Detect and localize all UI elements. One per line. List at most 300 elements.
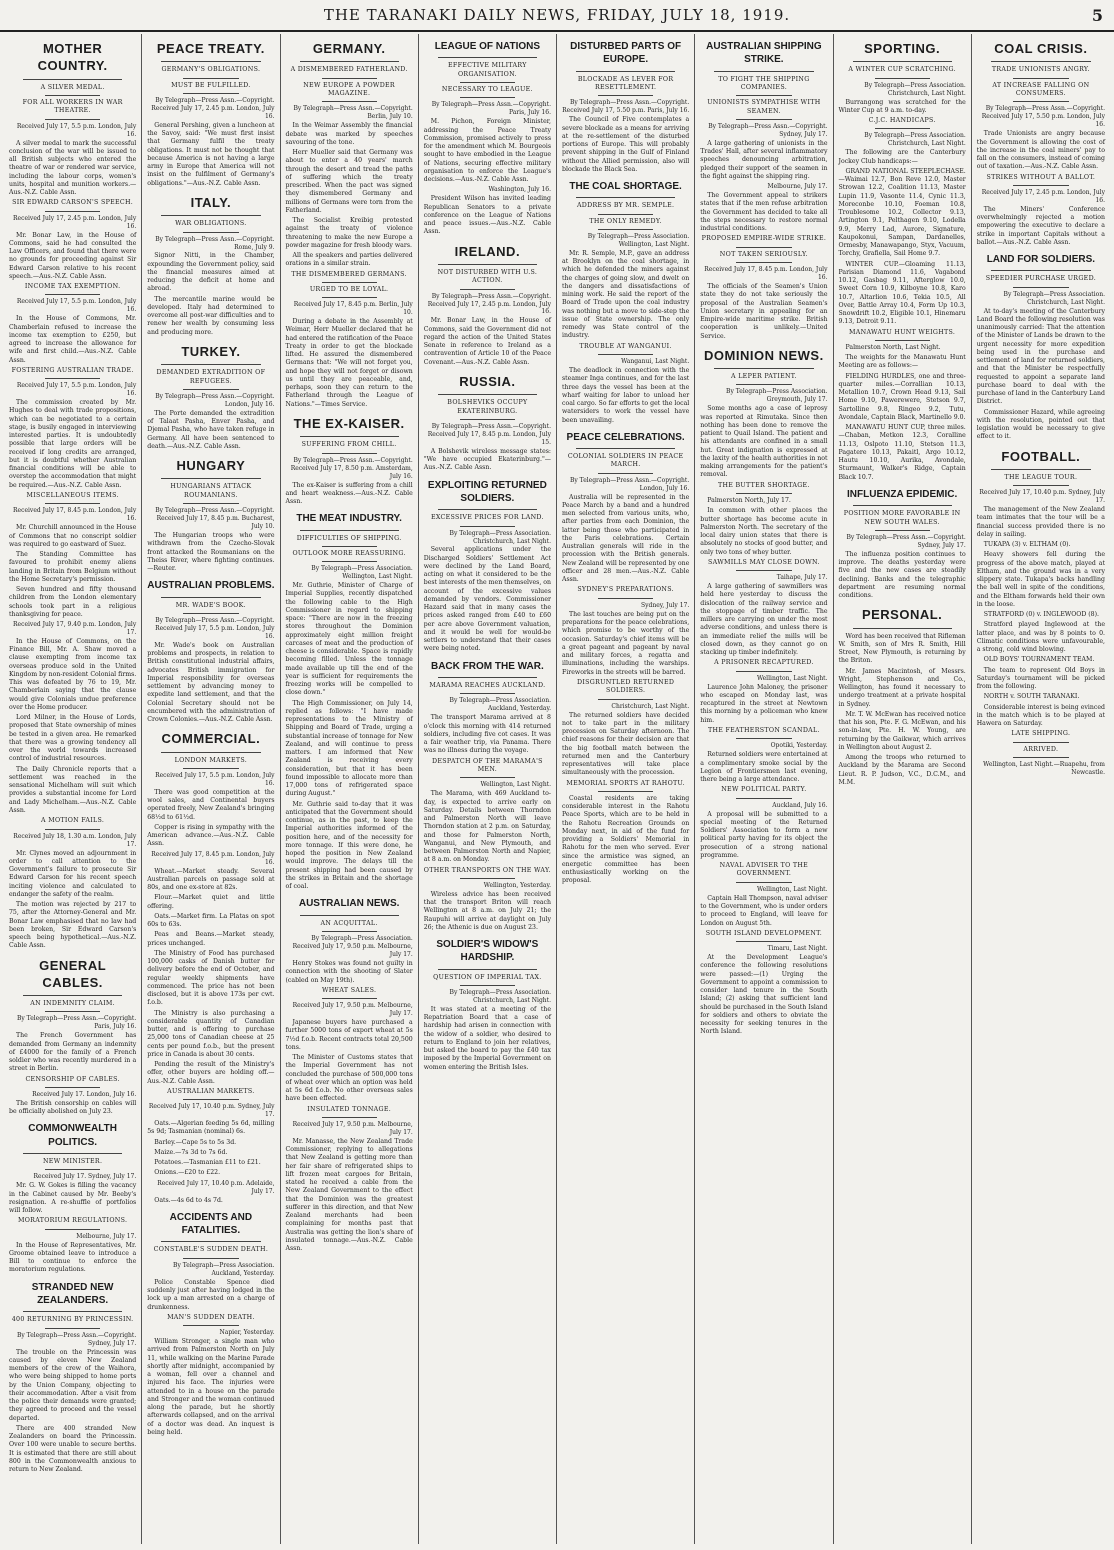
subheading-rule	[1013, 185, 1069, 186]
article-dateline: By Telegraph—Press Association. Christchurch, Last Night.	[1003, 290, 1105, 306]
article	[9, 40, 136, 197]
subheading-rule	[322, 101, 377, 102]
article-paragraph: The High Commissioner, on July 14, replied as follows: "I have made representations to the Ministry of Shipping and Board of Trade, urging a substantial increase of tonnage for New Zealand, and will continue to press matters. I am informed that New Zealand is receiving every consideration, but that it has been found impossible to allocate more than 17,000 tons of refrigerated space during August."	[285, 699, 413, 798]
article-paragraph: Several applications under the Discharged Soldiers' Settlement Act were declined by the Land Board, acting on what it considered to be the best interests of the men themselves, on account of the excessive values demanded by vendors. Commissioner Hazard said that in many cases the prices asked ranged from £40 to £60 per acre above Government valuation, and it would be well for would-be settlers to understand that their cases were being noted.	[423, 546, 551, 653]
article	[700, 559, 827, 658]
article-dateline: By Telegraph—Press Assn.—Copyright. London, July 16.	[569, 476, 690, 492]
article	[977, 174, 1105, 248]
article-dateline: By Telegraph—Press Assn.—Copyright. Received July 17, 5.5 p.m. London, July 16.	[155, 616, 275, 640]
news-column	[281, 34, 419, 1544]
subheading-rule	[1013, 485, 1069, 486]
article-paragraph: Signor Nitti, in the Chamber, expounding the Government policy, said the financial measures aimed at reducing the deficit at home and abroad.	[147, 252, 275, 293]
article-paragraph: Peas and Beans.—Market steady, prices unchanged.	[147, 931, 275, 947]
article-paragraph: During a debate in the Assembly at Weimar, Herr Mueller declared that he had entered the ratification of the Peace Treaty in order to get the blockade lifted. He assured the dismembered Germans that: "We will not forget you, and hope they will not forget or disown us until they are peaceable, and, perhaps, soon they can return to the Fatherland through the League of Nations."—Times Service.	[285, 318, 413, 408]
article-subheading: DESPATCH OF THE MARAMA'S MEN.	[432, 757, 543, 773]
article-paragraph: NORTH v. SOUTH TARANAKI.	[983, 693, 1080, 701]
article-dateline: Opotiki, Yesterday.	[770, 742, 828, 750]
article-paragraph: Mr. Churchill announced in the House of Commons that no conscript soldier was required to go eastward of Suez.	[9, 524, 137, 548]
article-subheading: NECESSARY TO LEAGUE.	[441, 86, 533, 94]
article	[700, 347, 827, 480]
headline-rule	[438, 394, 537, 395]
article-headline: SOLDIER'S WIDOW'S HARDSHIP.	[436, 939, 539, 964]
subheading-rule	[1013, 287, 1069, 288]
subheading-rule	[183, 389, 238, 390]
article-dateline: Received July 17, 5.5 p.m. London, July 16.	[16, 382, 137, 398]
article	[286, 40, 413, 269]
article-paragraph: Mr. T. W. McEwan has received notice that his son, Pte. F. G. McEwan, and his son-in-law, Pte. H. W. Young, are returning by the Gaikwar, which arrives in Wellington about August 2.	[838, 710, 966, 751]
article	[977, 253, 1105, 442]
article-paragraph: A large gathering of unionists in the Trades' Hall, after several inflammatory speeches denouncing arbitration, pledged their support of the seamen in the fight against the shipping ring.	[700, 139, 828, 180]
article-paragraph: In the House of Representatives, Mr. Groome obtained leave to introduce a Bill to continue to enforce the moratorium regulations.	[9, 1241, 137, 1274]
article-paragraph: The following are the Canterbury Jockey Club handicaps:—	[838, 149, 966, 165]
article-headline: MOTHER COUNTRY.	[37, 41, 108, 74]
headline-rule	[438, 509, 537, 510]
article-dateline: Received July 18, 1.30 a.m. London, July 17.	[13, 832, 137, 848]
subheading-rule	[736, 570, 791, 571]
subheading-rule	[322, 1117, 377, 1118]
article	[562, 431, 689, 585]
article	[147, 343, 274, 451]
subheading-rule	[322, 282, 377, 283]
article-dateline: Received July 17, 8.45 p.m. London, July 16.	[13, 507, 137, 523]
article-subheading: WAR OBLIGATIONS.	[175, 220, 247, 228]
article-subheading: QUESTION OF IMPERIAL TAX.	[433, 973, 542, 981]
article	[9, 1281, 136, 1475]
article-headline: COMMONWEALTH POLITICS.	[28, 1123, 117, 1148]
article-dateline: Received July 17, 2.45 p.m. London, July 16.	[13, 214, 137, 230]
subheading-rule	[322, 453, 377, 454]
article-paragraph: A silver medal to mark the successful conclusion of the war will be issued to all British subjects who entered the theatre of war or rendered war service, including the labour corps, women's units, hospital and munition workers.—Aus.-N.Z. Cable Assn.	[9, 139, 137, 197]
article-headline: COAL CRISIS.	[994, 41, 1088, 56]
subheading-rule	[183, 613, 238, 614]
subheading-rule	[1013, 742, 1069, 743]
article-dateline: Melbourne, July 17.	[76, 1232, 137, 1240]
article-subheading: STRIKES WITHOUT A BALLOT.	[986, 173, 1096, 181]
subheading-rule	[460, 97, 515, 98]
article-paragraph: Trade Unionists are angry because the Government is allowing the cost of the increase in the coal miners' pay to fall on the consumers, instead of coming out of taxation.—Aus.-N.Z. Cable Assn.	[976, 130, 1105, 171]
article-paragraph: Henry Stokes was found not guilty in connection with the shooting of Slater (cabled on May 19th).	[285, 960, 413, 984]
headline-rule	[991, 469, 1091, 470]
article-dateline: Received July 17, 5.5 p.m. London, July 16.	[155, 772, 275, 787]
article-paragraph: In the House of Commons, on the Finance Bill, Mr. A. Shaw moved a clause exempting from income tax overseas produce sold in the United Kingdom by non-resident Colonial firms. This was defeated by 76 to 19, Mr. Chamberlain saying that the clause would give Colonials undue preference over the Home producer.	[9, 637, 137, 711]
article-dateline: By Telegraph—Press Assn.—Copyright. Sydney, July 17.	[846, 534, 966, 549]
article	[286, 897, 413, 984]
subheading-rule	[460, 419, 515, 420]
article-paragraph: The Standing Committee has favoured to prohibit enemy aliens landing in Britain from Belgium without the Home Secretary's permission.	[9, 551, 137, 583]
headline-rule	[576, 197, 675, 198]
article	[147, 1088, 274, 1205]
article-dateline: By Telegraph—Press Assn.—Copyright. Berlin, July 10.	[293, 105, 413, 121]
article	[424, 373, 551, 473]
subheading-rule	[45, 503, 100, 504]
article-subheading: MISCELLANEOUS ITEMS.	[26, 491, 119, 499]
headline-rule	[23, 995, 122, 996]
subheading-rule	[736, 384, 791, 385]
article-paragraph: OLD BOYS' TOURNAMENT TEAM.	[983, 656, 1095, 664]
article-subheading: UNIONISTS SYMPATHISE WITH SEAMEN.	[707, 99, 821, 115]
subheading-rule	[183, 232, 238, 233]
article-paragraph: The Porte demanded the extradition of Talaat Pasha, Enver Pasha, and Djemal Pasha, who have taken refuge in Germany. All have been sentenced to death.—Aus.-N.Z. Cable Assn.	[147, 409, 275, 450]
article-paragraph: Some months ago a case of leprosy was reported at Rimutaka. Since then nothing has been done to remove the patient to Quail Island. The patient and his attendants are confined in a small hut. Great indignation is expressed at the laxity of the health authorities in not making arrangements for the patient's removal.	[700, 405, 828, 479]
article-paragraph: Wireless advice has been received that the transport Briton will reach Wellington at 8 a.m. on July 21; the Raupuhi will arrive at daylight on July 26; the Athenic is due on August 23.	[423, 890, 551, 931]
article-paragraph: Oats.—Algerian feeding 5s 6d, milling 5s 9d; Tasmanian (nominal) 6s.	[147, 1120, 275, 1136]
article	[9, 283, 136, 365]
subheading-rule	[322, 546, 377, 547]
headline-rule	[300, 915, 399, 916]
article-dateline: By Telegraph—Press Assn.—Copyright. Received July 17, 5.50 p.m. Paris, July 16.	[562, 99, 690, 115]
article-paragraph: Mr. Bonar Law, in the House of Commons, said the Government did not regard the action of the United States Senate in reference to Ireland as a contravention of Article 10 of the Peace Covenant.—Aus.-N.Z. Cable Assn.	[423, 317, 551, 366]
article-headline: SPORTING.	[864, 41, 941, 56]
article-paragraph: Barley.—Cape 5s to 5s 3d.	[154, 1138, 237, 1146]
article-dateline: Received July 17, 10.40 p.m. Adelaide, July 17.	[157, 1179, 275, 1195]
article-paragraph: Heavy showers fell during the progress of the above match, played at Eltham, and the ground was in a very slippery state. Tukapa's backs handling the ball well in spite of the conditions, and the Eltham forwards held their own in the loose.	[976, 551, 1105, 608]
article-paragraph: The Ministry is also purchasing a considerable quantity of Canadian butter, and is offering to purchase 25,000 tons of Canadian cheese at 25 cents per pound f.o.b., but the present price in Canada is about 30 cents.	[147, 1009, 275, 1058]
subheading-rule	[45, 829, 100, 830]
article-subheading: HUNGARIANS ATTACK ROUMANIANS.	[170, 483, 252, 499]
headline-rule	[23, 1153, 122, 1154]
article-paragraph: The British censorship on cables will be officially abolished on July 23.	[9, 1099, 137, 1116]
headline-rule	[161, 752, 260, 753]
article-paragraph: The motion was rejected by 217 to 75, after the Attorney-General and Mr. Bonar Law emphasised that no law had been broken, Sir Edward Carson's speech being hypothetical.—Aus.-N.Z. Cable Assn.	[9, 901, 137, 950]
article	[147, 194, 274, 337]
article	[700, 930, 827, 1037]
article-subheading: AN ACQUITTAL.	[320, 919, 378, 927]
article	[424, 660, 551, 756]
masthead	[0, 0, 1114, 32]
article	[9, 957, 136, 1074]
article-subheading: DIFFICULTIES OF SHIPPING.	[296, 534, 402, 542]
article-dateline: By Telegraph—Press Assn.—Copyright. Paris, July 16.	[431, 101, 551, 117]
headline-rule	[438, 677, 537, 678]
article-paragraph: TUKAPA (3) v. ELTHAM (0).	[983, 541, 1071, 549]
article-subheading: DISGRUNTLED RETURNED SOLDIERS.	[577, 678, 675, 695]
article-dateline: Received July 17, 10.40 p.m. Sydney, July 17.	[979, 489, 1105, 505]
article-headline: COMMERCIAL.	[161, 731, 261, 747]
article-paragraph: Mr. Manasse, the New Zealand Trade Commissioner, replying to allegations that New Zealand is getting more than her fair share of refrigerated ships to lift frozen meat cargoes for Britain, stated he received a cable from the New Zealand Government to the effect that the Dominion was the greatest sufferer in this direction, and that New Zealand merchants had been complaining for months past that Australia was getting the lion's share of insulated tonnage.—Aus.-N.Z. Cable Assn.	[285, 1137, 413, 1253]
article-paragraph: The Socialist Kreibig protested against the treaty of violence threatening to make the new Europe a powder magazine for fresh bloody wars.	[285, 217, 413, 249]
article-paragraph: At the Development League's conference the following resolutions were passed:—(1) Urging the Government to appoint a commission to consider land tenure in the South Island; (2) asking that sufficient land should be purchased in the South Island for soldiers and others to obviate the necessity for seeking tenures in the North Island.	[700, 954, 828, 1036]
headline-rule	[300, 530, 399, 531]
article-paragraph: The influenza position continues to improve. The deaths yesterday were five and the new cases are steadily declining. Banks and the telegraphic department are resuming normal conditions.	[838, 550, 966, 600]
article-paragraph: Mr. R. Semple, M.P., gave an address at Brooklyn on the coal shortage, in which he defended the miners against the charges of going slow, and dwelt on the dangers and dissatisfactions of mining work. He said the report of the Board of Trade upon the coal industry was nothing but a move to side-step the issue of State ownership. The only remedy was State control of the industry.	[562, 249, 690, 340]
article-subheading: THE ONLY REMEDY.	[589, 217, 662, 225]
article	[700, 786, 827, 860]
article-subheading: AN INDEMNITY CLAIM.	[30, 1000, 115, 1008]
subheading-rule	[1013, 101, 1069, 102]
article-subheading: A WINTER CUP SCRATCHING.	[848, 66, 956, 74]
article	[562, 586, 689, 676]
article-dateline: Received July 17, 9.50 p.m. Melbourne, July 17.	[292, 1002, 413, 1018]
article-dateline: By Telegraph—Press Assn.—Copyright. Sydney, July 17.	[708, 123, 828, 138]
headline-rule	[991, 270, 1091, 271]
article-subheading: OTHER TRANSPORTS ON THE WAY.	[423, 866, 551, 874]
article-paragraph: Mr. Wade's book on Australian problems and prospects, in relation to British constitutional industrial affairs, advocates British immigration for Imperial responsibility for overseas settlement by advancing money to expedite land settlement, and that the Colonial Secretary should not be encumbered with the administration of Crown Colonies.—Aus.-N.Z. Cable Assn.	[147, 641, 275, 724]
article-dateline: Wellington, Last Night.	[756, 674, 828, 682]
article-paragraph: The weights for the Manawatu Hunt Meeting are as follows:—	[838, 354, 966, 370]
news-column	[4, 34, 142, 1544]
subheading-rule	[460, 693, 515, 694]
article	[147, 1211, 274, 1312]
article-subheading: COLONIAL SOLDIERS IN PEACE MARCH.	[567, 453, 684, 469]
article-subheading: DEMANDED EXTRADITION OF REFUGEES.	[156, 369, 266, 385]
news-column	[834, 34, 972, 1544]
article-subheading: EXCESSIVE PRICES FOR LAND.	[430, 514, 544, 522]
article-subheading: A DISMEMBERED FATHERLAND.	[290, 66, 408, 74]
headline-rule	[991, 61, 1091, 62]
article-subheading: EFFECTIVE MILITARY ORGANISATION.	[448, 62, 527, 78]
article-subheading: NOT TAKEN SERIOUSLY.	[719, 250, 808, 258]
article	[424, 479, 551, 654]
subheading-rule	[322, 561, 377, 562]
article-headline: TURKEY.	[181, 343, 241, 359]
article-paragraph: William Stronger, a single man who arrived from Palmerston North on July 11, while walking on the Marine Parade shortly after midnight, accompanied by a woman, fell over a channel and injured his face. The injuries were attended to in a house on the parade and Stronger and the woman continued along the parade, but he shortly afterwards collapsed, and on the arrival of a doctor was dead. An inquest is being held.	[147, 1338, 275, 1436]
subheading-rule	[183, 1258, 238, 1259]
article-paragraph: Considerable interest is being evinced in the match which is to be played at Hawera on Saturday.	[976, 703, 1105, 728]
article	[700, 862, 827, 928]
article	[147, 730, 274, 1086]
article-paragraph: The French Government has demanded from Germany an indemnity of £4000 for the family of a French soldier who was recently murdered in a street in Berlin.	[9, 1032, 137, 1073]
article-subheading: MORATORIUM REGULATIONS.	[17, 1217, 128, 1225]
article-headline: THE COAL SHORTAGE.	[569, 181, 682, 192]
article-paragraph: M. Pichon, Foreign Minister, addressing the Peace Treaty Commission, promised actively to press for the amendment which M. Bourgeois sought to have embodied in the League of Nations, securing effective military organisation to enforce the League's decisions.—Aus.-N.Z. Cable Assn.	[423, 118, 551, 184]
article-paragraph: Commissioner Hazard, while agreeing with the resolution, pointed out that legislation would be necessary to give effect to it.	[976, 408, 1105, 441]
article-dateline: By Telegraph—Press Assn.—Copyright. Received July 17, 8.45 p.m. London, July 15.	[427, 422, 551, 446]
article-headline: ITALY.	[190, 194, 232, 210]
article-paragraph: The mercantile marine would be developed. Italy had determined to overcome all post-war difficulties and to renew her wealth by consuming less and producing more.	[147, 295, 275, 336]
article	[839, 117, 966, 327]
article-headline: BACK FROM THE WAR.	[430, 660, 544, 672]
article-dateline: Wellington, Last Night.	[756, 885, 828, 893]
article-subheading: A PRISONER RECAPTURED.	[714, 659, 814, 667]
article-dateline: By Telegraph—Press Assn.—Copyright. Received July 17, 2.45 p.m. London, July 16.	[427, 292, 551, 316]
article-subheading: 400 RETURNING BY PRINCESSIN.	[11, 1316, 134, 1324]
subheading-rule	[45, 1328, 100, 1329]
subheading-rule	[736, 493, 791, 494]
masthead-title: THE TARANAKI DAILY NEWS, FRIDAY, JULY 18, 1919.	[323, 6, 791, 24]
subheading-rule	[183, 1099, 238, 1100]
article-dateline: By Telegraph—Press Association. Christchurch, Last Night.	[449, 529, 551, 545]
article	[286, 415, 413, 506]
article-dateline: By Telegraph—Press Assn.—Copyright. Received July 17, 8.50 p.m. Amsterdam, July 16.	[290, 456, 413, 480]
article-dateline: By Telegraph—Press Association. Greymouth, July 17.	[726, 388, 828, 404]
headline-rule	[853, 61, 952, 62]
article-subheading: TROUBLE AT WANGANUI.	[579, 342, 672, 350]
article	[147, 40, 274, 188]
article-subheading: C.J.C. HANDICAPS.	[868, 117, 936, 125]
article-paragraph: Mr. Guthrie said to-day that it was anticipated that the Government should continue, as in the past, to keep the Imperial authorities informed of the position here, and of the necessity for more tonnage. If this were done, he hoped the position in New Zealand would improve. The delays till the present shipping had been caused by the strikes in Britain and the shortage of coal.	[285, 800, 413, 891]
article-subheading: NOT DISTURBED WITH U.S. ACTION.	[437, 268, 538, 285]
article-paragraph: Pending the result of the Ministry's offer, other buyers are holding off.—Aus.-N.Z. Cable Assn.	[147, 1061, 275, 1085]
subheading-rule	[875, 530, 930, 531]
subheading-rule	[460, 82, 515, 83]
headline-rule	[161, 215, 260, 216]
news-column	[557, 34, 695, 1544]
subheading-rule	[1013, 78, 1069, 79]
article-headline: AUSTRALIAN SHIPPING STRIKE.	[706, 41, 822, 66]
subheading-rule	[460, 777, 515, 778]
subheading-rule	[45, 1229, 100, 1230]
subheading-rule	[736, 671, 791, 672]
headline-rule	[161, 478, 260, 479]
article-paragraph: Australia will be represented in the Peace March by a band and a hundred men selected from various units, who, after parties from each Dominion, the latter being those who participated in the Paris celebrations. Certain Australian generals will ride in the procession with the British generals. New Zealand will be represented by one officer and 28 men.—Aus.-N.Z. Cable Assn.	[562, 493, 690, 584]
article-subheading: A LEPER PATIENT.	[731, 373, 797, 381]
article	[424, 938, 551, 1072]
article-subheading: GERMANY'S OBLIGATIONS.	[161, 66, 261, 74]
subheading-rule	[598, 354, 653, 355]
article-dateline: By Telegraph—Press Association. Auckland, Yesterday.	[449, 697, 551, 713]
article-headline: PEACE TREATY.	[156, 41, 265, 56]
article-dateline: Received July 17, 8.45 p.m. London, July 16.	[704, 266, 828, 282]
headline-rule	[161, 364, 260, 365]
article	[424, 867, 551, 933]
article-subheading: MR. WADE'S BOOK.	[175, 601, 246, 609]
article-subheading: POSITION MORE FAVORABLE IN NEW SOUTH WALES.	[843, 510, 961, 526]
article-paragraph: WINTER CUP.—Gloaming 11.13, Parisian Diamond 11.6, Vagabond 10.12, Gasbag 9.11, Afterglow 10.0, Sweet Corn 10.9, Kilboyne 10.8, Karo 10.7, Altarlion 10.6, Tekia 10.5, All Over, Battle Array 10.4, Form Up 10.3, Snowdrift 10.2, Eligible 10.1, Hinemaru 9.13, Detroit 9.11.	[838, 260, 966, 326]
article-paragraph: The Government appeal to strikers states that if the men refuse arbitration the Government has decided to take all the steps necessary to restore normal industrial conditions.	[700, 192, 828, 233]
article-paragraph: The Hungarian troops who were withdrawn from the Czecho-Slovak front attacked the Roumanians on the Theiss River, where fighting continues.—Reuter.	[147, 532, 275, 573]
article-dateline: By Telegraph—Press Assn.—Copyright. London, July 16.	[155, 392, 275, 408]
article-dateline: Timaru, Last Night.	[767, 945, 828, 953]
article-paragraph: The ex-Kaiser is suffering from a chill and heart weakness.—Aus.-N.Z. Cable Assn.	[285, 481, 413, 505]
article-subheading: LATE SHIPPING.	[1011, 730, 1071, 738]
article-paragraph: Returned soldiers were entertained at a complimentary smoke social by the Legion of Frontiersmen last evening, there being a large attendance.	[700, 751, 828, 784]
article-paragraph: In the House of Commons, Mr. Chamberlain refused to increase the income tax exemption to £250, but agreed to increase the allowance for wife and first child.—Aus.-N.Z. Cable Assn.	[9, 315, 137, 364]
article-paragraph: Potatoes.—Tasmanian £11 to £21.	[154, 1159, 261, 1167]
article-paragraph: Herr Mueller said that Germany was about to enter a 40 years' march through the desert and tread the paths of suffering which the treaty prescribed. When the pact was signed they dismembered Germany and millions of Germans were torn from the Fatherland.	[285, 149, 413, 214]
article-subheading: A SILVER MEDAL.	[40, 83, 105, 91]
subheading-rule	[183, 78, 238, 79]
article-subheading: AUSTRALIAN MARKETS.	[167, 1087, 255, 1095]
subheading-rule	[736, 941, 791, 942]
article-paragraph: MANAWATU HUNT CUP, three miles.—Chaban, Metkon 12.3, Coralline 11.13, Oslpoto 11.10, Stetson 11.3, Pagatere 10.13, Pakaitl, Argo 10.12, Hautu 10.10, Aurika, Avondale, Sturmaunt, Walker's Ridge, Captain Black 10.7.	[838, 424, 966, 481]
article	[9, 367, 136, 490]
article	[700, 482, 827, 557]
article-dateline: By Telegraph—Press Association. Christchurch, Last Night.	[864, 132, 966, 148]
article-dateline: By Telegraph—Press Association. Auckland, Yesterday.	[173, 1261, 275, 1277]
article	[839, 40, 966, 115]
article	[839, 606, 966, 787]
article-paragraph: The management of the New Zealand team intimates that the tour will be a financial success provided there is no delay in sailing.	[976, 506, 1105, 538]
article-dateline: Wellington, Yesterday.	[483, 881, 551, 889]
article	[9, 1122, 136, 1215]
article-paragraph: Burrangong was scratched for the Winter Cup at 9 a.m. to-day.	[838, 98, 966, 114]
headline-rule	[714, 71, 813, 72]
headline-rule	[853, 505, 952, 506]
headline-rule	[853, 628, 952, 629]
subheading-rule	[45, 95, 100, 96]
news-column	[142, 34, 280, 1544]
article	[977, 40, 1105, 172]
subheading-rule	[598, 598, 653, 599]
article-headline: HUNGARY	[176, 458, 246, 474]
headline-rule	[161, 597, 260, 598]
article-paragraph: GRAND NATIONAL STEEPLECHASE.—Waimai 12.7, Bon Reve 12.0, Master Strowan 12.2, Coalition 11.13, Master Lupin 11.9, Vasonte 11.4, Cynic 11.3, Moreconbe 10.10, Foeman 10.8, Troublesome 10.2, Collector 9.13, Artington 9.1, Pelthagen 9.10, Lodella 9.9, Merry Lad, Aurore, Signature, Kaupokonui, Sampan, Dardanelles, Ormesby, Manawapango, Styx, Vacuum, Torchy, Grafiella, Sail Home 9.7.	[838, 167, 966, 258]
article-paragraph: Copper is rising in sympathy with the American advance.—Aus.-N.Z. Cable Assn.	[147, 823, 275, 848]
subheading-rule	[45, 1169, 100, 1170]
article-subheading: ARRIVED.	[1023, 745, 1059, 753]
subheading-rule	[460, 878, 515, 879]
article-subheading: THE BUTTER SHORTAGE.	[718, 481, 810, 489]
subheading-rule	[45, 294, 100, 295]
subheading-rule	[45, 378, 100, 379]
article-subheading: NEW POLITICAL PARTY.	[721, 786, 807, 794]
article	[147, 1314, 274, 1437]
article-subheading: NAVAL ADVISER TO THE GOVERNMENT.	[719, 862, 809, 878]
article-paragraph: A large gathering of sawmillers was held here yesterday to discuss the dislocation of the railway service and the stoppage of timber traffic. The millers are carrying on under the most adverse conditions, and unless there is an immediate relief the mills will be closed down, as they cannot go on stacking up timber indefinitely.	[700, 583, 828, 657]
article-dateline: Received July 17, 10.40 p.m. Sydney, July 17.	[148, 1103, 275, 1119]
article-paragraph: Stratford played Inglewood at the latter place, and was by 8 points to 0. Climatic conditions were unfavourable, a strong, cold wind blowing.	[976, 621, 1105, 654]
article-paragraph: There are 400 stranded New Zealanders on board the Princessin. Over 100 were unable to secure berths. It is estimated that there are still about 800 in the Commonwealth anxious to return to New Zealand.	[9, 1424, 137, 1474]
article-dateline: Christchurch, Last Night.	[611, 702, 690, 710]
article-paragraph: Wheat.—Market steady. Several Australian parcels on passage sold at 80s, and one ex-store at 82s.	[147, 867, 275, 892]
article-headline: THE EX-KAISER.	[293, 415, 405, 431]
subheading-rule	[460, 526, 515, 527]
article-subheading: MARAMA REACHES AUCKLAND.	[429, 682, 546, 690]
article	[424, 40, 551, 237]
article-paragraph: At to-day's meeting of the Canterbury Land Board the following resolution was unanimously carried: That the attention of the Minister of Lands be drawn to the urgent necessity for more expedition being used in the purchase and settlement of land for returned soldiers, and that the Minister be respectfully requested to appoint a separate land purchase board to deal with the purchase of land in the Canterbury Land District.	[976, 307, 1105, 406]
article-headline: AUSTRALIAN PROBLEMS.	[147, 580, 275, 592]
article-headline: PEACE CELEBRATIONS.	[566, 431, 685, 443]
article-dateline: Wellington, Last Night.—Ruapehu, from Newcastle.	[983, 761, 1105, 777]
article-paragraph: The trouble on the Princessin was caused by eleven New Zealand members of the crew of the Waihora, who were being shipped to home ports by the Union Company, objecting to their accommodation. After a visit from the police their demands were granted; they agreed to proceed and the vessel departed.	[9, 1348, 137, 1422]
subheading-rule	[598, 95, 653, 96]
article-dateline: By Telegraph—Press Association. Christchurch, Last Night.	[449, 989, 551, 1005]
article-paragraph: The commission created by Mr. Hughes to deal with trade propositions, which can be negotiated to a certain stage, is busily engaged in interviewing interested parties. It is undoubtedly possible that large orders will be received if long credits are arranged, but it is doubtful whether Australian financial conditions will be able to overstep the accommodation that might be required.—Aus.-N.Z. Cable Assn.	[9, 399, 137, 489]
article-paragraph: Mr. G. W. Gokes is filling the vacancy in the Cabinet caused by Mr. Beeby's resignation. A re-shuffle of portfolios will follow.	[9, 1182, 137, 1215]
article-headline: RUSSIA.	[459, 373, 516, 389]
article-paragraph: A proposal will be submitted to a special meeting of the Returned Soldiers' Association to form a new political party having for its object the prosecution of a strong national programme.	[700, 810, 828, 859]
article-subheading: SPEEDIER PURCHASE URGED.	[985, 275, 1096, 283]
subheading-rule	[875, 340, 930, 341]
article-paragraph: Seven hundred and fifty thousand children from the London elementary schools took part in a religious thanksgiving for peace.	[9, 586, 137, 618]
subheading-rule	[598, 229, 653, 230]
article-paragraph: Laurence John Maloney, the prisoner who escaped on Monday last, was recaptured in the street at Newtown this morning by a policeman who knew him.	[700, 683, 828, 724]
article-headline: PERSONAL.	[861, 607, 943, 623]
subheading-rule	[183, 503, 238, 504]
article-dateline: Wanganui, Last Night.	[621, 358, 690, 366]
article-subheading: URGED TO BE LOYAL.	[309, 285, 389, 293]
subheading-rule	[45, 1087, 100, 1088]
subheading-rule	[736, 119, 791, 120]
article	[562, 40, 689, 174]
article-subheading: SOUTH ISLAND DEVELOPMENT.	[705, 929, 822, 937]
article	[977, 730, 1105, 777]
article-headline: ACCIDENTS AND FATALITIES.	[169, 1211, 253, 1237]
article-dateline: By Telegraph—Press Assn.—Copyright. Rome, July 9.	[155, 235, 275, 251]
article	[562, 180, 689, 341]
article-paragraph: STRATFORD (0) v. INGLEWOOD (8).	[983, 611, 1099, 619]
subheading-rule	[183, 1325, 238, 1326]
article-paragraph: The officials of the Seamen's Union state they do not take seriously the proposal of the Australian Seamen's Union secretary in appealing for an Empire-wide maritime strike. British cooperation is unlikely.—United Service.	[700, 283, 828, 340]
article-paragraph: Word has been received that Rifleman W. Smith, son of Mrs R. Smith, Hill Street, New Plymouth, is returning by the Briton.	[838, 632, 966, 665]
article-headline: THE MEAT INDUSTRY.	[296, 513, 402, 525]
article	[286, 1106, 413, 1254]
article-subheading: SAWMILLS MAY CLOSE DOWN.	[708, 558, 820, 566]
article-headline: FOOTBALL.	[1001, 448, 1081, 464]
article-paragraph: There was good competition at the wool sales, and Continental buyers operated freely, New Zealand's bringing 68½d to 61½d.	[147, 788, 275, 821]
article	[839, 488, 966, 600]
article-dateline: Auckland, July 16.	[772, 801, 828, 809]
article	[286, 271, 413, 409]
subheading-rule	[183, 768, 238, 769]
article-dateline: Wellington, Last Night.	[480, 781, 551, 789]
article-dateline: Washington, July 16.	[488, 186, 551, 194]
article-dateline: Received July 17, 8.45 p.m. Berlin, July 10.	[293, 301, 413, 317]
article-subheading: AT INCREASE FALLING ON CONSUMERS.	[992, 81, 1090, 97]
article-dateline: Taihape, July 17.	[776, 574, 828, 582]
subheading-rule	[45, 1011, 100, 1012]
headline-rule	[438, 57, 537, 58]
